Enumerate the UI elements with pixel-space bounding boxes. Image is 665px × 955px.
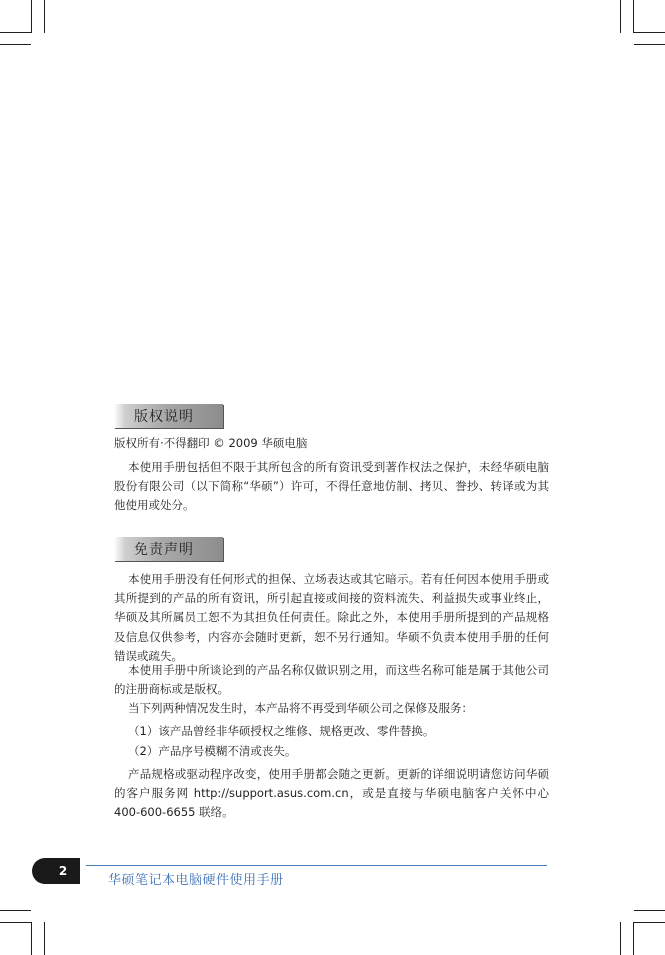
footer-title: 华硕笔记本电脑硬件使用手册 [108, 873, 284, 888]
disclaimer-paragraph: 当下列两种情况发生时，本产品将不再受到华硕公司之保修及服务： [128, 701, 473, 715]
disclaimer-paragraph: 产品规格或驱动程序改变，使用手册都会随之更新。更新的详细说明请您访问华硕的客户服务网 http://support.asus.com.cn，或是直接与华硕电脑客户关怀中心 400-600-6655 联络。 [114, 767, 549, 820]
copyright-heading-text: 版权说明 [134, 409, 194, 425]
copyright-body: 本使用手册包括但不限于其所包含的所有资讯受到著作权法之保护，未经华硕电脑股份有限公司（以下简称“华硕”）许可，不得任意地仿制、拷贝、誊抄、转译或为其他使用或处分。 [114, 460, 549, 513]
disclaimer-heading-text: 免责声明 [134, 542, 194, 558]
copyright-line: 版权所有·不得翻印 © 2009 华硕电脑 [114, 436, 308, 450]
footer-rule [86, 865, 547, 866]
disclaimer-paragraph: （2）产品序号模糊不清或丧失。 [128, 744, 297, 758]
disclaimer-paragraph: 本使用手册没有任何形式的担保、立场表达或其它暗示。若有任何因本使用手册或其所提到的产品的所有资讯，所引起直接或间接的资料流失、利益损失或事业终止，华硕及其所属员工恕不为其担负任何责任。除此之外，本使用手册所提到的产品规格及信息仅供参考，内容亦会随时更新，恕不另行通知。华硕不负责本使用手册的任何错误或疏失。 [114, 572, 549, 663]
page-number: 2 [32, 858, 80, 884]
copyright-heading [114, 404, 223, 428]
disclaimer-heading [114, 537, 223, 561]
disclaimer-paragraph: 本使用手册中所谈论到的产品名称仅做识别之用，而这些名称可能是属于其他公司的注册商标或是版权。 [114, 663, 549, 697]
disclaimer-paragraph: （1）该产品曾经非华硕授权之维修、规格更改、零件替换。 [128, 724, 435, 738]
